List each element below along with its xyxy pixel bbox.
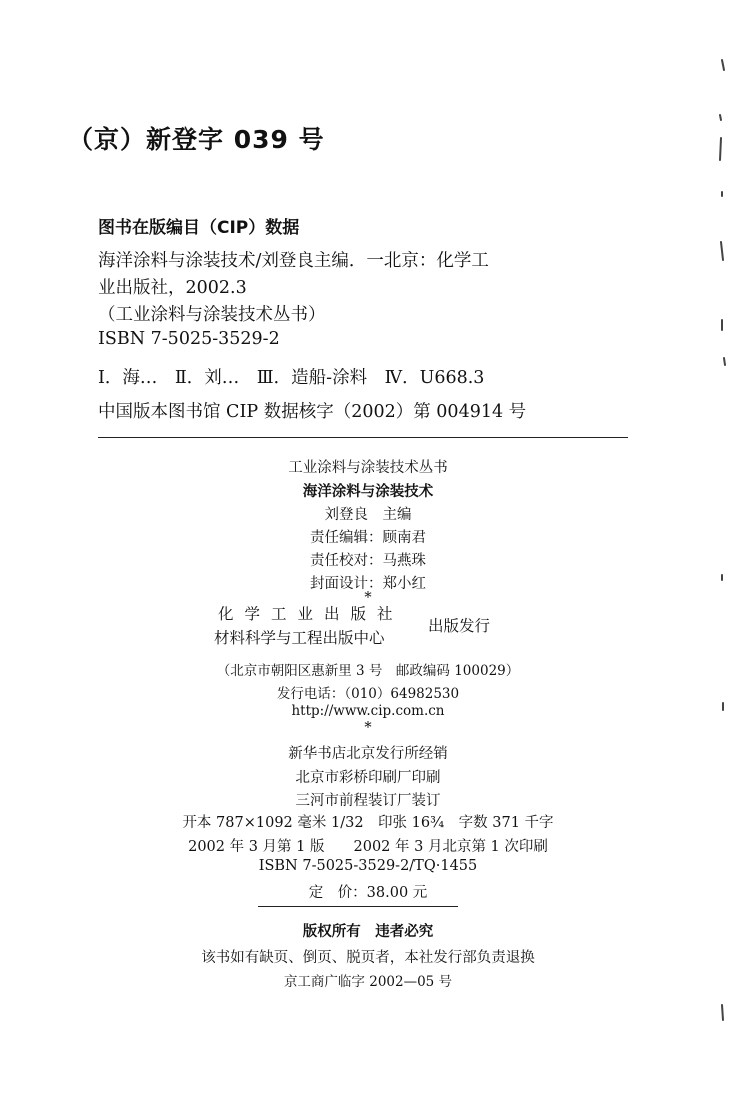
margin-scan-marks (712, 20, 734, 1060)
cip-line-2: 业出版社，2002.3 (98, 278, 247, 298)
registration-number: （京）新登字 039 号 (68, 125, 325, 154)
cip-classification: Ⅰ．海… Ⅱ．刘… Ⅲ．造船-涂料 Ⅳ．U668.3 (98, 368, 485, 388)
colophon-isbn: ISBN 7-5025-3529-2/TQ·1455 (258, 858, 478, 874)
edition-info: 2002 年 3 月第 1 版 2002 年 3 月北京第 1 次印刷 (188, 839, 548, 855)
business-license: 京工商广临字 2002—05 号 (283, 974, 453, 990)
cip-heading: 图书在版编目（CIP）数据 (98, 218, 300, 238)
bottom-divider (258, 906, 458, 907)
separator-star-2: * (364, 720, 372, 736)
publish-distribute: 出版发行 (428, 617, 491, 635)
cip-line-1: 海洋涂料与涂装技术/刘登良主编．一北京：化学工 (98, 251, 489, 271)
price: 定 价：38.00 元 (308, 885, 428, 901)
cip-isbn: ISBN 7-5025-3529-2 (98, 329, 280, 349)
series-name: 工业涂料与涂装技术丛书 (288, 460, 448, 476)
publisher-block (200, 602, 560, 652)
distribution-phone: 发行电话：（010）64982530 (276, 686, 460, 702)
top-divider (98, 437, 628, 438)
proofreader: 责任校对：马燕珠 (310, 553, 426, 569)
seller: 新华书店北京发行所经销 (288, 746, 448, 762)
responsible-editor: 责任编辑：顾南君 (310, 530, 426, 546)
cover-designer: 封面设计：郑小红 (310, 576, 426, 592)
book-title: 海洋涂料与涂装技术 (302, 484, 434, 500)
copyright-notice: 版权所有 违者必究 (302, 924, 434, 940)
printer: 北京市彩桥印刷厂印刷 (295, 770, 441, 786)
publisher-address: （北京市朝阳区惠新里 3 号 邮政编码 100029） (216, 663, 520, 679)
cip-library-record: 中国版本图书馆 CIP 数据核字（2002）第 004914 号 (98, 402, 527, 422)
publisher-name: 化学工业出版社 (218, 605, 404, 623)
publisher-website: http://www.cip.com.cn (291, 703, 445, 719)
author: 刘登良 主编 (324, 507, 412, 523)
publishing-center: 材料科学与工程出版中心 (214, 629, 385, 647)
format-specs: 开本 787×1092 毫米 1/32 印张 16¾ 字数 371 千字 (182, 815, 554, 831)
cip-line-3: （工业涂料与涂装技术丛书） (98, 305, 326, 325)
binder: 三河市前程装订厂装订 (295, 793, 441, 809)
separator-star-1: * (364, 590, 372, 606)
return-policy: 该书如有缺页、倒页、脱页者，本社发行部负责退换 (201, 950, 535, 966)
